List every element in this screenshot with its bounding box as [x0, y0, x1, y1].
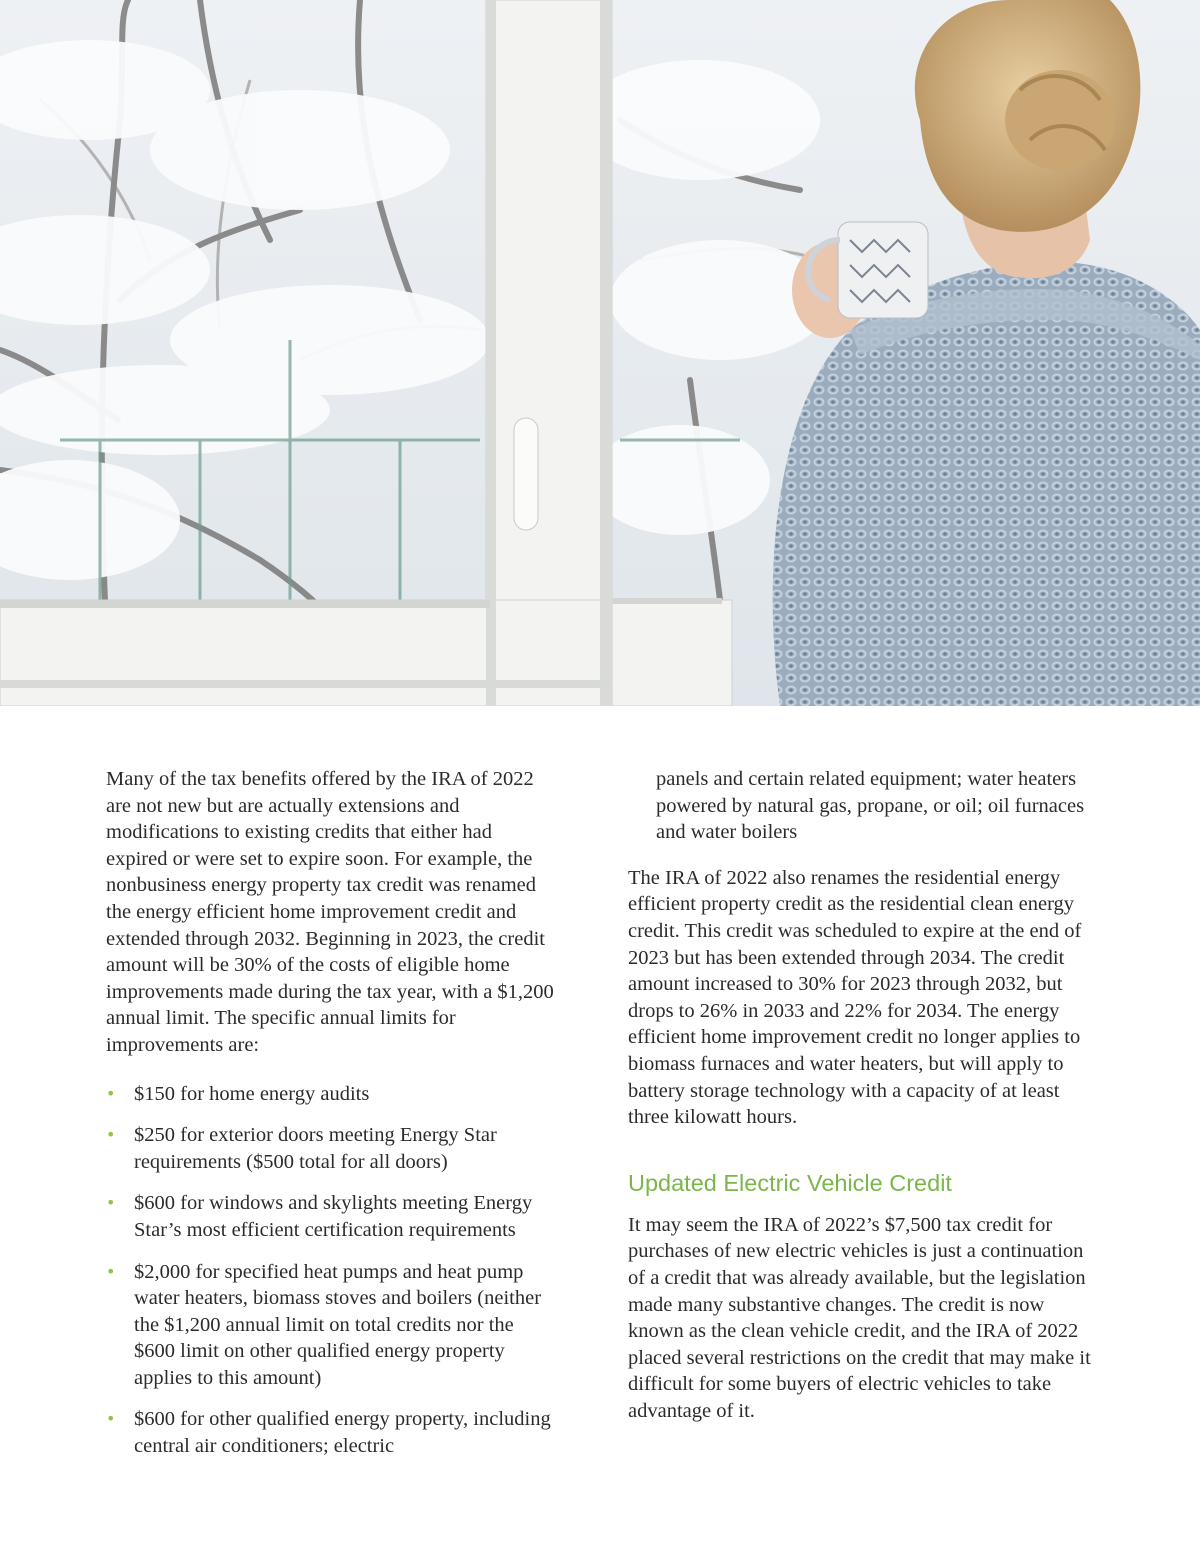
left-column — [106, 766, 556, 1475]
bullet-icon: • — [106, 1125, 116, 1145]
list-item-text: $600 for windows and skylights meeting Energy Star’s most efficient certification requirements — [134, 1192, 533, 1241]
list-item-text: $150 for home energy audits — [134, 1082, 370, 1105]
bullet-icon: • — [106, 1193, 116, 1213]
list-item — [106, 1081, 556, 1108]
right-column — [628, 766, 1098, 1424]
list-item — [106, 1259, 556, 1392]
intro-paragraph: Many of the tax benefits offered by the IRA of 2022 are not new but are actually extensions and modifications to existing credits that either had expired or were set to expire soon. For example, the nonbusiness energy property tax credit was renamed the energy efficient home improvement credit and extended through 2032. Beginning in 2023, the credit amount will be 30% of the costs of eligible home improvements made during the tax year, with a $1,200 annual limit. The specific annual limits for improvements are: — [106, 768, 554, 1056]
bullet-continuation: panels and certain related equipment; water heaters powered by natural gas, propane, or oil; oil furnaces and water boilers — [656, 768, 1085, 844]
bullet-icon: • — [106, 1409, 116, 1429]
improvement-limits-list — [106, 1081, 556, 1460]
list-item-text: $600 for other qualified energy property, including central air conditioners; electric — [134, 1408, 551, 1458]
section-heading: Updated Electric Vehicle Credit — [628, 1169, 952, 1196]
residential-credit-paragraph: The IRA of 2022 also renames the residential energy efficient property credit as the residential clean energy credit. This credit was scheduled to expire at the end of 2023 but has been extended through 2034. The credit amount increased to 30% for 2023 through 2032, but drops to 26% in 2033 and 22% for 2034. The energy efficient home improvement credit no longer applies to biomass furnaces and water heaters, but will apply to battery storage technology with a capacity of at least three kilowatt hours. — [628, 866, 1082, 1129]
bullet-icon: • — [106, 1083, 116, 1103]
list-item — [106, 1190, 556, 1243]
ev-credit-paragraph: It may seem the IRA of 2022’s $7,500 tax credit for purchases of new electric vehicles is just a continuation of a credit that was already available, but the legislation made many substantive changes. The credit is now known as the clean vehicle credit, and the IRA of 2022 placed several restrictions on the credit that may make it difficult for some buyers of electric vehicles to take advantage of it. — [628, 1213, 1091, 1422]
winter-window-photo — [0, 0, 1200, 706]
list-item-text: $250 for exterior doors meeting Energy Star requirements ($500 total for all doors) — [134, 1124, 497, 1173]
list-item — [106, 1406, 556, 1459]
list-item — [106, 1122, 556, 1175]
list-item-text: $2,000 for specified heat pumps and heat pump water heaters, biomass stoves and boilers (neither the $1,200 annual limit on total credits nor the $600 limit on other qualified energy property applies to this amount) — [134, 1260, 542, 1389]
bullet-icon: • — [106, 1261, 116, 1281]
hero-photo — [0, 0, 1200, 706]
